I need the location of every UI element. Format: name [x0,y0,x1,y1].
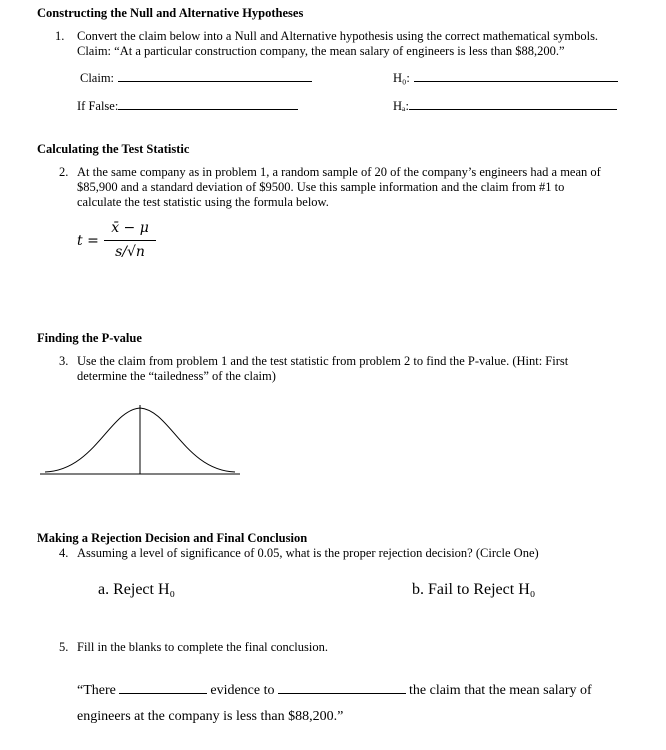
h0-label: H₀: [393,71,410,85]
claim-blank[interactable] [118,70,312,82]
iffalse-blank[interactable] [118,98,298,110]
claim-label: Claim: [80,71,115,85]
q4-number: 4. [59,546,69,560]
q1-number: 1. [55,29,65,43]
formula-lhs: t = [77,233,99,249]
fraction-bar [104,240,156,241]
conclusion-part1: “There [77,683,116,698]
iffalse-label: If False: [77,99,119,113]
option-fail-to-reject[interactable]: b. Fail to Reject H₀ [412,581,536,598]
section1-heading: Constructing the Null and Alternative Hypotheses [37,6,304,20]
q5-number: 5. [59,640,69,654]
formula-numerator: x̄ − μ [111,220,149,236]
ha-label: Hₐ: [393,99,409,113]
q1-text-1: Convert the claim below into a Null and Alternative hypothesis using the correct mathematical symbols. [77,29,599,43]
q2-text-2: $85,900 and a standard deviation of $9500. Use this sample information and the claim from #1 to [77,180,565,194]
q3-text-2: determine the “tailedness” of the claim) [77,369,276,383]
q2-text-1: At the same company as in problem 1, a random sample of 20 of the company’s engineers had a mean of [77,165,601,179]
section4-heading: Making a Rejection Decision and Final Conclusion [37,531,308,545]
conclusion-part2: evidence to [210,683,275,698]
section3-heading: Finding the P-value [37,331,142,345]
section2-heading: Calculating the Test Statistic [37,142,190,156]
option-reject[interactable]: a. Reject H₀ [98,581,176,598]
q3-text-1: Use the claim from problem 1 and the test statistic from problem 2 to find the P-value. (Hint: First [77,354,569,368]
q1-text-2: Claim: “At a particular construction company, the mean salary of engineers is less than $88,200.” [77,44,565,58]
h0-blank[interactable] [414,70,618,82]
action-blank[interactable] [278,682,406,694]
q2-number: 2. [59,165,69,179]
conclusion-part3: the claim that the mean salary of [409,683,592,698]
formula-denominator: s/√n [115,244,145,260]
ha-blank[interactable] [409,98,617,110]
q3-number: 3. [59,354,69,368]
q4-text: Assuming a level of significance of 0.05, what is the proper rejection decision? (Circle One) [77,546,539,560]
normal-curve-diagram [40,400,240,480]
q5-text: Fill in the blanks to complete the final conclusion. [77,640,328,654]
conclusion-line2: engineers at the company is less than $88,200.” [77,709,344,724]
q2-text-3: calculate the test statistic using the formula below. [77,195,329,209]
evidence-blank[interactable] [119,682,207,694]
